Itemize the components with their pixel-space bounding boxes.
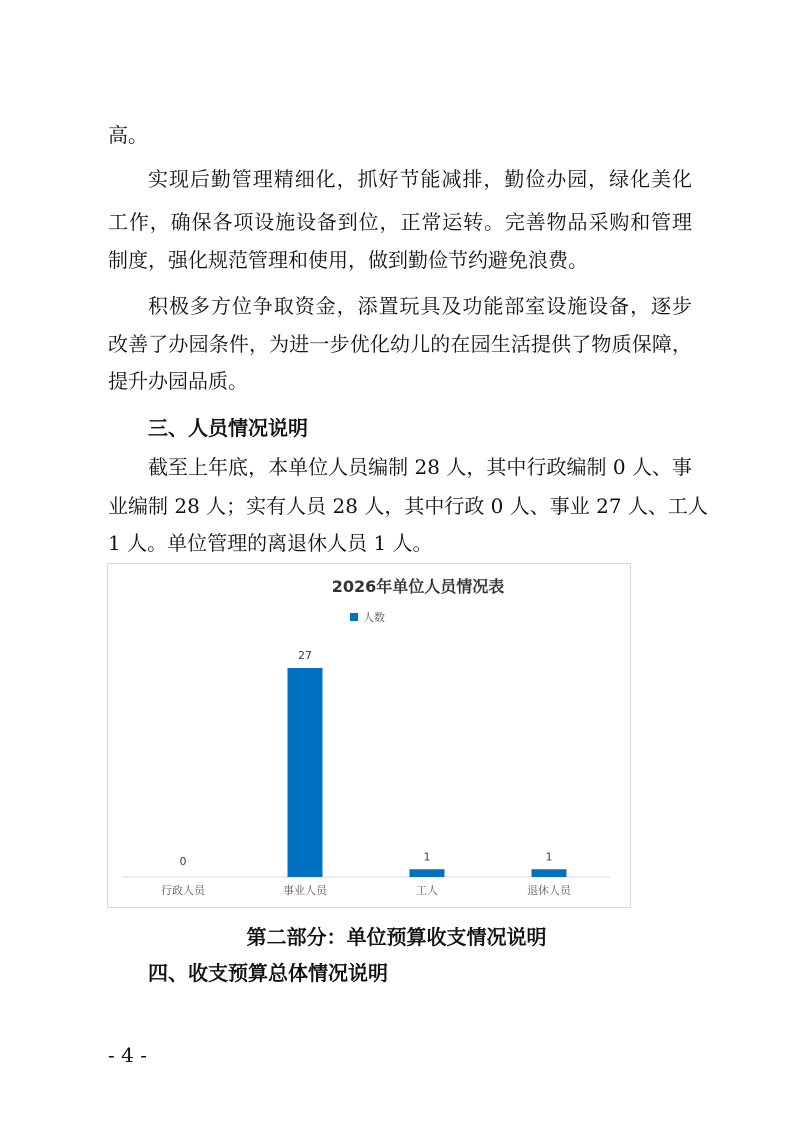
category-tick-label: 事业人员 [283,884,327,897]
data-label: 1 [545,850,553,864]
page-number: - 4 - [108,1043,147,1067]
bar-工人 [410,869,445,877]
data-label: 27 [298,649,312,662]
section-heading-budget: 四、收支预算总体情况说明 [148,961,388,985]
bar-退休人员 [532,869,567,877]
text-line: 积极多方位争取资金，添置玩具及功能部室设施设备，逐步 [148,294,692,318]
text-line: 截至上年底，本单位人员编制 28 人，其中行政编制 0 人、事 [148,455,692,479]
text-line: 实现后勤管理精细化，抓好节能减排，勤俭办园，绿化美化 [148,167,692,191]
text-line: 1 人。单位管理的离退休人员 1 人。 [108,531,433,555]
text-line: 提升办园品质。 [108,369,248,393]
text-line: 高。 [108,123,148,147]
text-line: 工作，确保各项设施设备到位，正常运转。完善物品采购和管理 [108,210,692,234]
legend-swatch [350,613,358,621]
text-line: 制度，强化规范管理和使用，做到勤俭节约避免浪费。 [108,248,588,272]
staff-bar-chart [107,563,631,908]
data-label: 0 [179,855,187,868]
text-line: 改善了办园条件，为进一步优化幼儿的在园生活提供了物质保障， [108,332,692,356]
section-heading-staff: 三、人员情况说明 [148,416,308,440]
chart-canvas [108,564,632,909]
bar-事业人员 [288,668,323,877]
category-tick-label: 退休人员 [527,884,571,897]
legend-label: 人数 [363,611,385,624]
category-tick-label: 工人 [416,884,438,897]
data-label: 1 [423,850,431,864]
text-line: 业编制 28 人；实有人员 28 人，其中行政 0 人、事业 27 人、工人 [108,494,708,518]
category-tick-label: 行政人员 [161,884,205,897]
part-two-title: 第二部分：单位预算收支情况说明 [246,925,547,949]
chart-title: 2026年单位人员情况表 [331,577,505,596]
